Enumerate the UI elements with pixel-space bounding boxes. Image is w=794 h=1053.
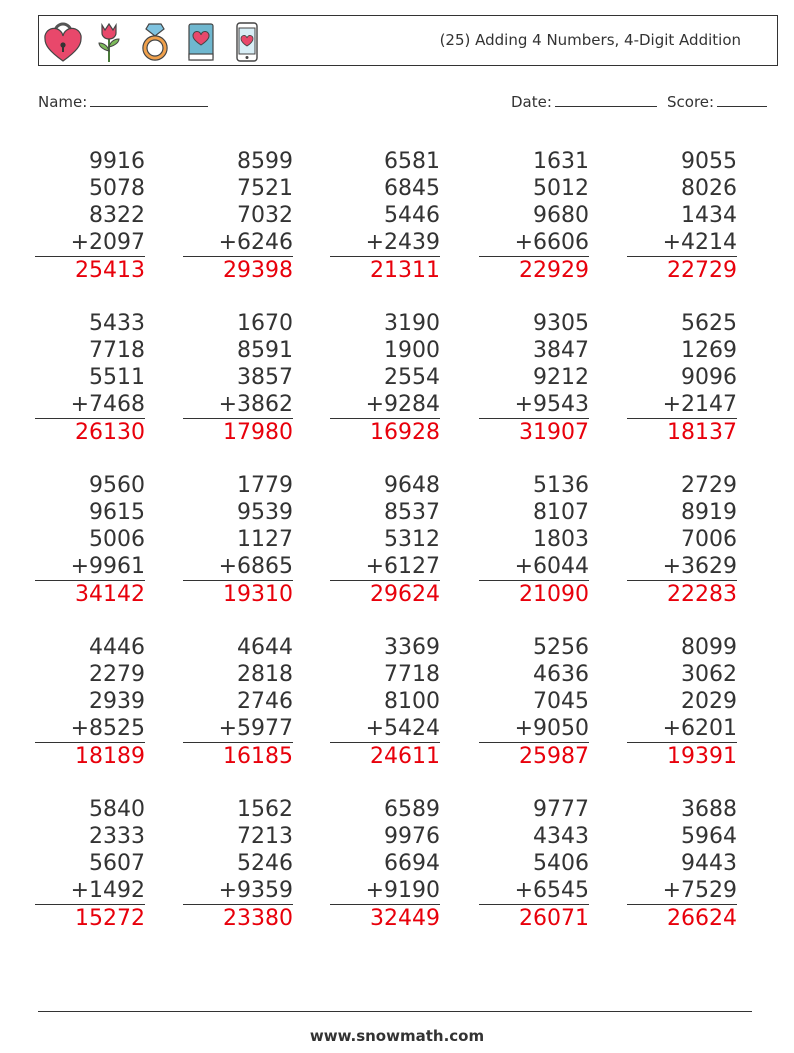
addend-with-plus: +1492: [35, 877, 145, 905]
addend: 5964: [681, 824, 737, 849]
answer: 26624: [667, 906, 737, 931]
addend: 5607: [89, 851, 145, 876]
addend: 4636: [533, 662, 589, 687]
addend: 8100: [384, 689, 440, 714]
name-blank[interactable]: [90, 92, 208, 107]
addend-with-plus: +6044: [479, 553, 589, 581]
name-field: [38, 92, 208, 111]
answer: 32449: [370, 906, 440, 931]
answer: 31907: [519, 420, 589, 445]
addend: 9916: [89, 149, 145, 174]
addend: 7045: [533, 689, 589, 714]
addend: 9560: [89, 473, 145, 498]
addend: 1670: [237, 311, 293, 336]
addend: 5446: [384, 203, 440, 228]
heart-lock-icon: [43, 21, 83, 63]
answer: 29624: [370, 582, 440, 607]
problem-5-3: [330, 796, 440, 932]
answer: 18189: [75, 744, 145, 769]
addend: 8026: [681, 176, 737, 201]
footer-site: www.snowmath.com: [309, 1027, 485, 1045]
addend: 6581: [384, 149, 440, 174]
addend: 2554: [384, 365, 440, 390]
addend: 9212: [533, 365, 589, 390]
addend-with-plus: +8525: [35, 715, 145, 743]
addend: 3688: [681, 797, 737, 822]
problem-3-1: [35, 472, 145, 608]
addend: 5246: [237, 851, 293, 876]
answer: 26130: [75, 420, 145, 445]
problem-1-3: [330, 148, 440, 284]
problem-4-5: [627, 634, 737, 770]
addend-with-plus: +9190: [330, 877, 440, 905]
addend: 8099: [681, 635, 737, 660]
problem-2-2: [183, 310, 293, 446]
addend-with-plus: +9050: [479, 715, 589, 743]
answer: 25987: [519, 744, 589, 769]
addend-with-plus: +9961: [35, 553, 145, 581]
worksheet-header: [38, 15, 778, 66]
addend-with-plus: +9284: [330, 391, 440, 419]
addend: 7032: [237, 203, 293, 228]
answer: 19391: [667, 744, 737, 769]
addend: 1562: [237, 797, 293, 822]
addend: 5256: [533, 635, 589, 660]
worksheet-title: (25) Adding 4 Numbers, 4-Digit Addition: [439, 31, 741, 49]
addend: 5012: [533, 176, 589, 201]
addend: 3062: [681, 662, 737, 687]
problem-5-5: [627, 796, 737, 932]
addend: 3857: [237, 365, 293, 390]
addend: 9305: [533, 311, 589, 336]
answer: 29398: [223, 258, 293, 283]
addend: 3369: [384, 635, 440, 660]
addend: 8322: [89, 203, 145, 228]
addend-with-plus: +4214: [627, 229, 737, 257]
answer: 26071: [519, 906, 589, 931]
addend: 5406: [533, 851, 589, 876]
rose-icon: [89, 21, 129, 63]
addend: 5625: [681, 311, 737, 336]
addend: 9648: [384, 473, 440, 498]
answer: 18137: [667, 420, 737, 445]
addend: 9443: [681, 851, 737, 876]
problem-3-4: [479, 472, 589, 608]
problem-4-3: [330, 634, 440, 770]
addend-with-plus: +2147: [627, 391, 737, 419]
addend: 7006: [681, 527, 737, 552]
addend: 5511: [89, 365, 145, 390]
addend: 7718: [89, 338, 145, 363]
addend: 5840: [89, 797, 145, 822]
addend-with-plus: +7529: [627, 877, 737, 905]
addend: 8591: [237, 338, 293, 363]
answer: 25413: [75, 258, 145, 283]
addend: 2746: [237, 689, 293, 714]
addend: 5006: [89, 527, 145, 552]
footer-divider: [38, 1011, 752, 1012]
answer: 16185: [223, 744, 293, 769]
problem-1-4: [479, 148, 589, 284]
addend: 9096: [681, 365, 737, 390]
name-label: Name:: [38, 93, 88, 111]
ring-icon: [135, 21, 175, 63]
heart-phone-icon: [227, 21, 267, 63]
addend: 5136: [533, 473, 589, 498]
addend: 7213: [237, 824, 293, 849]
addend: 5312: [384, 527, 440, 552]
problem-5-4: [479, 796, 589, 932]
addend: 9615: [89, 500, 145, 525]
answer: 24611: [370, 744, 440, 769]
answer: 22283: [667, 582, 737, 607]
addend: 1127: [237, 527, 293, 552]
addend-with-plus: +7468: [35, 391, 145, 419]
answer: 19310: [223, 582, 293, 607]
addend: 5078: [89, 176, 145, 201]
answer: 16928: [370, 420, 440, 445]
addend: 3847: [533, 338, 589, 363]
problem-5-2: [183, 796, 293, 932]
addend-with-plus: +6246: [183, 229, 293, 257]
addend: 2818: [237, 662, 293, 687]
addend-with-plus: +5424: [330, 715, 440, 743]
addend: 5433: [89, 311, 145, 336]
addend: 9539: [237, 500, 293, 525]
addend: 8107: [533, 500, 589, 525]
problem-1-5: [627, 148, 737, 284]
addend: 4644: [237, 635, 293, 660]
addend: 3190: [384, 311, 440, 336]
addend: 9777: [533, 797, 589, 822]
answer: 17980: [223, 420, 293, 445]
addend-with-plus: +6545: [479, 877, 589, 905]
addend: 2029: [681, 689, 737, 714]
date-label: Date:: [511, 93, 552, 111]
heart-book-icon: [181, 21, 221, 63]
problem-3-5: [627, 472, 737, 608]
addend: 4446: [89, 635, 145, 660]
addend-with-plus: +9543: [479, 391, 589, 419]
addend: 2279: [89, 662, 145, 687]
date-field: [511, 92, 657, 111]
addend: 1269: [681, 338, 737, 363]
score-field: [667, 92, 767, 111]
addend: 4343: [533, 824, 589, 849]
problem-4-4: [479, 634, 589, 770]
addend-with-plus: +3862: [183, 391, 293, 419]
problem-1-1: [35, 148, 145, 284]
answer: 22929: [519, 258, 589, 283]
addend: 8537: [384, 500, 440, 525]
addend-with-plus: +6201: [627, 715, 737, 743]
problem-3-3: [330, 472, 440, 608]
addend: 6589: [384, 797, 440, 822]
addend: 9680: [533, 203, 589, 228]
addend: 8599: [237, 149, 293, 174]
addend: 9055: [681, 149, 737, 174]
addend-with-plus: +6606: [479, 229, 589, 257]
addend-with-plus: +6865: [183, 553, 293, 581]
addend: 1434: [681, 203, 737, 228]
date-blank[interactable]: [555, 92, 657, 107]
addend: 1803: [533, 527, 589, 552]
answer: 22729: [667, 258, 737, 283]
problem-4-1: [35, 634, 145, 770]
addend: 2333: [89, 824, 145, 849]
addend: 1631: [533, 149, 589, 174]
addend: 2939: [89, 689, 145, 714]
problem-1-2: [183, 148, 293, 284]
addend-with-plus: +3629: [627, 553, 737, 581]
addend-with-plus: +2439: [330, 229, 440, 257]
addend: 1900: [384, 338, 440, 363]
addend: 7718: [384, 662, 440, 687]
problem-3-2: [183, 472, 293, 608]
answer: 21311: [370, 258, 440, 283]
problem-5-1: [35, 796, 145, 932]
problem-2-5: [627, 310, 737, 446]
addend-with-plus: +6127: [330, 553, 440, 581]
addend: 7521: [237, 176, 293, 201]
addend: 8919: [681, 500, 737, 525]
problem-4-2: [183, 634, 293, 770]
score-blank[interactable]: [717, 92, 767, 107]
problem-2-3: [330, 310, 440, 446]
addend-with-plus: +9359: [183, 877, 293, 905]
addend: 9976: [384, 824, 440, 849]
score-label: Score:: [667, 93, 715, 111]
addend: 6845: [384, 176, 440, 201]
addend-with-plus: +5977: [183, 715, 293, 743]
answer: 21090: [519, 582, 589, 607]
addend: 2729: [681, 473, 737, 498]
answer: 34142: [75, 582, 145, 607]
addend: 6694: [384, 851, 440, 876]
problem-2-1: [35, 310, 145, 446]
problem-2-4: [479, 310, 589, 446]
addend: 1779: [237, 473, 293, 498]
addend-with-plus: +2097: [35, 229, 145, 257]
answer: 23380: [223, 906, 293, 931]
answer: 15272: [75, 906, 145, 931]
